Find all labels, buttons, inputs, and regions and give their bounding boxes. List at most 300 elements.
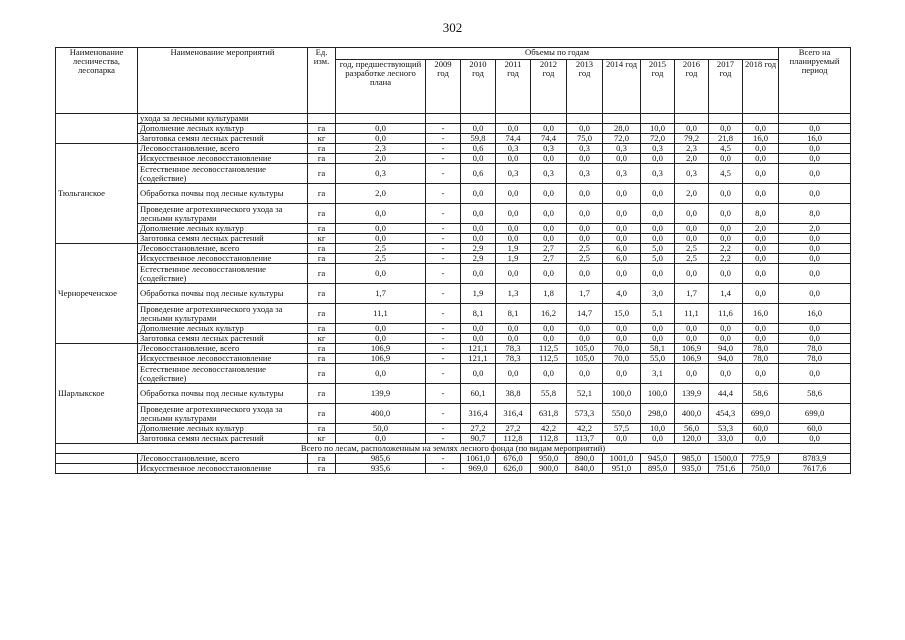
table-row [56, 184, 851, 204]
value-cell: - [426, 204, 461, 224]
value-cell: 0,3 [531, 144, 567, 154]
value-cell: 112,8 [496, 434, 531, 444]
header-forestry: Наименование лесничества, лесопарка [56, 48, 138, 114]
value-cell: 106,9 [675, 354, 709, 364]
value-cell: 0,3 [567, 144, 603, 154]
table-row [56, 164, 851, 184]
value-cell: 56,0 [675, 424, 709, 434]
value-cell: 0,0 [709, 364, 743, 384]
value-cell: 100,0 [641, 384, 675, 404]
value-cell: 38,8 [496, 384, 531, 404]
table-row [56, 144, 851, 154]
value-cell: 6,0 [603, 244, 641, 254]
value-cell: 0,0 [461, 364, 496, 384]
value-cell: 0,0 [675, 234, 709, 244]
value-cell: 895,0 [641, 464, 675, 474]
value-cell: 1001,0 [603, 454, 641, 464]
value-cell: 0,0 [336, 434, 426, 444]
value-cell: 775,9 [743, 454, 779, 464]
value-cell: 0,0 [743, 184, 779, 204]
value-cell: - [426, 384, 461, 404]
value-cell: - [426, 434, 461, 444]
table-row [56, 324, 851, 334]
value-cell: 0,0 [743, 254, 779, 264]
unit-cell: га [308, 424, 336, 434]
unit-cell: га [308, 224, 336, 234]
value-cell: 0,0 [603, 204, 641, 224]
summary-row [56, 454, 851, 464]
value-cell: 60,1 [461, 384, 496, 404]
value-cell: 0,0 [461, 154, 496, 164]
value-cell: 78,0 [779, 344, 851, 354]
value-cell: 0,0 [336, 324, 426, 334]
value-cell: 2,9 [461, 244, 496, 254]
header-volumes: Объемы по годам [336, 48, 779, 60]
value-cell: 0,0 [461, 124, 496, 134]
header-year: 2018 год [743, 60, 779, 114]
value-cell: 8,0 [779, 204, 851, 224]
value-cell: 0,0 [461, 224, 496, 234]
value-cell: - [426, 164, 461, 184]
value-cell: 0,0 [743, 434, 779, 444]
value-cell: 0,0 [743, 364, 779, 384]
forestry-name: Чернореченское [56, 244, 138, 344]
value-cell: 0,0 [496, 364, 531, 384]
unit-cell: га [308, 254, 336, 264]
value-cell: 0,0 [603, 334, 641, 344]
unit-cell: кг [308, 434, 336, 444]
value-cell: 0,0 [603, 364, 641, 384]
header-year: 2013 год [567, 60, 603, 114]
value-cell: 139,9 [336, 384, 426, 404]
value-cell: 316,4 [496, 404, 531, 424]
value-cell: 105,0 [567, 344, 603, 354]
value-cell: 5,0 [641, 244, 675, 254]
value-cell: 0,0 [531, 204, 567, 224]
value-cell: - [426, 284, 461, 304]
value-cell: 699,0 [779, 404, 851, 424]
value-cell: 0,3 [603, 144, 641, 154]
unit-cell: га [308, 364, 336, 384]
value-cell: 7617,6 [779, 464, 851, 474]
value-cell: 44,4 [709, 384, 743, 404]
value-cell: 58,6 [743, 384, 779, 404]
activity-name: Лесовосстановление, всего [138, 344, 308, 354]
value-cell: 0,0 [641, 154, 675, 164]
value-cell: - [426, 304, 461, 324]
activity-name: Лесовосстановление, всего [138, 144, 308, 154]
value-cell: 33,0 [709, 434, 743, 444]
value-cell: 11,1 [336, 304, 426, 324]
value-cell: 0,0 [675, 264, 709, 284]
value-cell: 0,0 [641, 224, 675, 234]
header-year: 2015 год [641, 60, 675, 114]
value-cell: 2,2 [709, 254, 743, 264]
value-cell: 0,0 [567, 154, 603, 164]
activity-name: Заготовка семян лесных растений [138, 134, 308, 144]
value-cell: 0,0 [531, 124, 567, 134]
value-cell: 0,0 [461, 204, 496, 224]
value-cell: 27,2 [461, 424, 496, 434]
value-cell: 0,3 [641, 144, 675, 154]
value-cell: 106,9 [675, 344, 709, 354]
value-cell: 1500,0 [709, 454, 743, 464]
value-cell: 27,2 [496, 424, 531, 434]
value-cell: 2,0 [743, 224, 779, 234]
value-cell: 16,0 [743, 134, 779, 144]
value-cell: 42,2 [567, 424, 603, 434]
header-year: 2014 год [603, 60, 641, 114]
value-cell: - [426, 344, 461, 354]
value-cell: 985,0 [675, 454, 709, 464]
value-cell: 0,0 [336, 204, 426, 224]
value-cell: 1,9 [461, 284, 496, 304]
value-cell: 113,7 [567, 434, 603, 444]
value-cell: 0,0 [461, 324, 496, 334]
value-cell: - [426, 464, 461, 474]
value-cell: 1061,0 [461, 454, 496, 464]
unit-cell: га [308, 344, 336, 354]
value-cell: 0,0 [641, 204, 675, 224]
value-cell: 935,6 [336, 464, 426, 474]
value-cell: 0,0 [496, 184, 531, 204]
value-cell: - [426, 424, 461, 434]
value-cell: 21,8 [709, 134, 743, 144]
value-cell: 60,0 [743, 424, 779, 434]
value-cell: 58,6 [779, 384, 851, 404]
value-cell: 57,5 [603, 424, 641, 434]
value-cell: 0,3 [531, 164, 567, 184]
unit-cell: га [308, 154, 336, 164]
value-cell: 2,5 [567, 254, 603, 264]
value-cell: 112,5 [531, 344, 567, 354]
value-cell: 0,0 [743, 164, 779, 184]
header-year: 2009 год [426, 60, 461, 114]
value-cell: 0,0 [496, 204, 531, 224]
unit-cell: га [308, 454, 336, 464]
value-cell: 0,0 [743, 234, 779, 244]
value-cell: 0,0 [779, 164, 851, 184]
value-cell: 0,3 [336, 164, 426, 184]
value-cell: 0,0 [603, 234, 641, 244]
value-cell: 0,0 [743, 244, 779, 254]
value-cell: 0,0 [336, 224, 426, 234]
table-row [56, 384, 851, 404]
summary-title-row [56, 444, 851, 454]
value-cell: 0,0 [531, 234, 567, 244]
value-cell: 900,0 [531, 464, 567, 474]
activity-name: Дополнение лесных культур [138, 224, 308, 234]
unit-cell: га [308, 264, 336, 284]
value-cell: 0,0 [641, 264, 675, 284]
value-cell: 699,0 [743, 404, 779, 424]
value-cell: 70,0 [603, 344, 641, 354]
unit-cell: кг [308, 334, 336, 344]
value-cell: 631,8 [531, 404, 567, 424]
activity-name: Искусственное лесовосстановление [138, 464, 308, 474]
value-cell: 2,7 [531, 254, 567, 264]
header-year: 2017 год [709, 60, 743, 114]
forestry-name: Шарлыкское [56, 344, 138, 444]
value-cell: 0,3 [675, 164, 709, 184]
value-cell [336, 114, 426, 124]
value-cell: 70,0 [603, 354, 641, 364]
unit-cell: кг [308, 234, 336, 244]
value-cell: 78,0 [743, 354, 779, 364]
table-row [56, 354, 851, 364]
value-cell: 0,0 [779, 434, 851, 444]
forestry-name: Тюльганское [56, 144, 138, 244]
value-cell: 8,1 [461, 304, 496, 324]
value-cell: 0,0 [641, 184, 675, 204]
value-cell: 0,0 [603, 324, 641, 334]
value-cell: 0,0 [336, 264, 426, 284]
value-cell: 0,0 [641, 234, 675, 244]
activity-name: Заготовка семян лесных растений [138, 434, 308, 444]
unit-cell: га [308, 144, 336, 154]
value-cell: 890,0 [567, 454, 603, 464]
value-cell: 0,0 [461, 184, 496, 204]
value-cell: 5,0 [641, 254, 675, 264]
header-year: 2010 год [461, 60, 496, 114]
value-cell: 2,0 [336, 184, 426, 204]
value-cell: 969,0 [461, 464, 496, 474]
value-cell: 750,0 [743, 464, 779, 474]
value-cell: - [426, 254, 461, 264]
activity-name: Лесовосстановление, всего [138, 454, 308, 464]
value-cell: 2,9 [461, 254, 496, 264]
value-cell: 94,0 [709, 344, 743, 354]
value-cell: 0,0 [531, 324, 567, 334]
value-cell: 1,7 [336, 284, 426, 304]
value-cell: 5,1 [641, 304, 675, 324]
value-cell: 0,0 [336, 334, 426, 344]
activity-name: Дополнение лесных культур [138, 324, 308, 334]
value-cell: 0,0 [779, 324, 851, 334]
value-cell: - [426, 234, 461, 244]
value-cell: 0,0 [743, 334, 779, 344]
value-cell: 0,0 [709, 184, 743, 204]
value-cell: 121,1 [461, 344, 496, 354]
value-cell: 0,0 [709, 154, 743, 164]
value-cell: 0,0 [743, 124, 779, 134]
value-cell: 0,0 [675, 224, 709, 234]
value-cell: 0,0 [336, 364, 426, 384]
value-cell: - [426, 334, 461, 344]
value-cell: 1,7 [567, 284, 603, 304]
value-cell [531, 114, 567, 124]
value-cell: 2,3 [675, 144, 709, 154]
value-cell: 1,9 [496, 244, 531, 254]
value-cell: 0,0 [567, 264, 603, 284]
activity-name: Проведение агротехнического ухода за лесными культурами [138, 204, 308, 224]
value-cell: 0,0 [779, 154, 851, 164]
value-cell: 0,0 [567, 224, 603, 234]
value-cell: 106,9 [336, 354, 426, 364]
table-row [56, 114, 851, 124]
value-cell: 0,0 [709, 324, 743, 334]
summary-row [56, 464, 851, 474]
table-row [56, 334, 851, 344]
page-number: 302 [442, 20, 463, 35]
value-cell: 0,0 [603, 264, 641, 284]
value-cell: 78,0 [743, 344, 779, 354]
value-cell: 112,5 [531, 354, 567, 364]
value-cell [461, 114, 496, 124]
table-row [56, 344, 851, 354]
activity-name: Дополнение лесных культур [138, 124, 308, 134]
activity-name: Дополнение лесных культур [138, 424, 308, 434]
value-cell: 0,0 [743, 144, 779, 154]
value-cell: 4,5 [709, 144, 743, 154]
value-cell: 0,3 [603, 164, 641, 184]
value-cell: 2,0 [675, 184, 709, 204]
value-cell: 298,0 [641, 404, 675, 424]
value-cell: 0,0 [567, 184, 603, 204]
value-cell: 951,0 [603, 464, 641, 474]
value-cell: 2,5 [567, 244, 603, 254]
value-cell: 0,0 [675, 364, 709, 384]
value-cell [709, 114, 743, 124]
value-cell: 0,0 [709, 224, 743, 234]
value-cell: 60,0 [779, 424, 851, 434]
table-row [56, 434, 851, 444]
activity-name: Обработка почвы под лесные культуры [138, 284, 308, 304]
value-cell: 0,0 [743, 284, 779, 304]
value-cell: 112,8 [531, 434, 567, 444]
value-cell: 4,0 [603, 284, 641, 304]
value-cell: 74,4 [496, 134, 531, 144]
value-cell: 0,0 [641, 334, 675, 344]
value-cell: 0,0 [531, 224, 567, 234]
value-cell: 72,0 [603, 134, 641, 144]
value-cell: 0,0 [675, 204, 709, 224]
forestry-name [56, 114, 138, 144]
value-cell: 0,0 [336, 234, 426, 244]
summary-title: Всего по лесам, расположенным на землях лесного фонда (по видам мероприятий) [56, 444, 851, 454]
unit-cell: га [308, 324, 336, 334]
value-cell: 0,0 [779, 334, 851, 344]
value-cell: 0,6 [461, 164, 496, 184]
unit-cell: га [308, 404, 336, 424]
value-cell: 79,2 [675, 134, 709, 144]
value-cell: 10,0 [641, 124, 675, 134]
value-cell: 8,0 [743, 204, 779, 224]
value-cell: 58,1 [641, 344, 675, 354]
value-cell: 1,8 [531, 284, 567, 304]
value-cell: 0,0 [743, 154, 779, 164]
table-row [56, 264, 851, 284]
value-cell: 0,0 [531, 334, 567, 344]
value-cell: 0,0 [496, 124, 531, 134]
value-cell: 0,0 [567, 364, 603, 384]
activity-name: Обработка почвы под лесные культуры [138, 184, 308, 204]
value-cell: 0,0 [675, 324, 709, 334]
value-cell: - [426, 224, 461, 234]
table-row [56, 224, 851, 234]
unit-cell: га [308, 464, 336, 474]
unit-cell: га [308, 304, 336, 324]
value-cell: 28,0 [603, 124, 641, 134]
value-cell: 78,3 [496, 354, 531, 364]
value-cell: 120,0 [675, 434, 709, 444]
unit-cell [308, 114, 336, 124]
value-cell: 0,3 [641, 164, 675, 184]
value-cell: 3,1 [641, 364, 675, 384]
value-cell: 0,0 [709, 334, 743, 344]
value-cell: 16,0 [779, 134, 851, 144]
value-cell: 0,0 [336, 134, 426, 144]
value-cell: 400,0 [675, 404, 709, 424]
value-cell: 400,0 [336, 404, 426, 424]
value-cell: - [426, 124, 461, 134]
value-cell: 0,0 [709, 234, 743, 244]
value-cell: 945,0 [641, 454, 675, 464]
table-row [56, 244, 851, 254]
value-cell: 0,0 [779, 254, 851, 264]
value-cell: 0,0 [709, 204, 743, 224]
value-cell: 78,3 [496, 344, 531, 354]
value-cell: 52,1 [567, 384, 603, 404]
value-cell: 840,0 [567, 464, 603, 474]
value-cell: 100,0 [603, 384, 641, 404]
activity-name: ухода за лесными культурами [138, 114, 308, 124]
unit-cell: га [308, 184, 336, 204]
value-cell [779, 114, 851, 124]
value-cell: 1,7 [675, 284, 709, 304]
table-row [56, 154, 851, 164]
value-cell [743, 114, 779, 124]
value-cell: 16,2 [531, 304, 567, 324]
activity-name: Лесовосстановление, всего [138, 244, 308, 254]
value-cell: 42,2 [531, 424, 567, 434]
value-cell: 16,0 [743, 304, 779, 324]
table-row [56, 404, 851, 424]
table-row [56, 304, 851, 324]
value-cell: 0,0 [641, 324, 675, 334]
value-cell: 74,4 [531, 134, 567, 144]
value-cell: 75,0 [567, 134, 603, 144]
unit-cell: кг [308, 134, 336, 144]
value-cell: 4,5 [709, 164, 743, 184]
value-cell: 11,6 [709, 304, 743, 324]
value-cell: 0,0 [743, 264, 779, 284]
value-cell: 0,0 [779, 184, 851, 204]
value-cell: 15,0 [603, 304, 641, 324]
value-cell: 0,0 [779, 144, 851, 154]
value-cell: 0,0 [779, 364, 851, 384]
activity-name: Естественное лесовосстановление (содействие) [138, 164, 308, 184]
value-cell [641, 114, 675, 124]
value-cell: 751,6 [709, 464, 743, 474]
header-activity: Наименование мероприятий [138, 48, 308, 114]
unit-cell: га [308, 124, 336, 134]
value-cell: 935,0 [675, 464, 709, 474]
value-cell: 0,0 [496, 334, 531, 344]
value-cell: 0,3 [496, 144, 531, 154]
value-cell: 106,9 [336, 344, 426, 354]
value-cell: 0,0 [461, 264, 496, 284]
value-cell: 2,0 [675, 154, 709, 164]
value-cell: 2,5 [675, 254, 709, 264]
value-cell: 454,3 [709, 404, 743, 424]
value-cell: 50,0 [336, 424, 426, 434]
value-cell: 10,0 [641, 424, 675, 434]
value-cell: 53,3 [709, 424, 743, 434]
value-cell: 0,0 [531, 364, 567, 384]
header-year: год, предшествующий разработке лесного плана [336, 60, 426, 114]
value-cell: 0,0 [496, 234, 531, 244]
